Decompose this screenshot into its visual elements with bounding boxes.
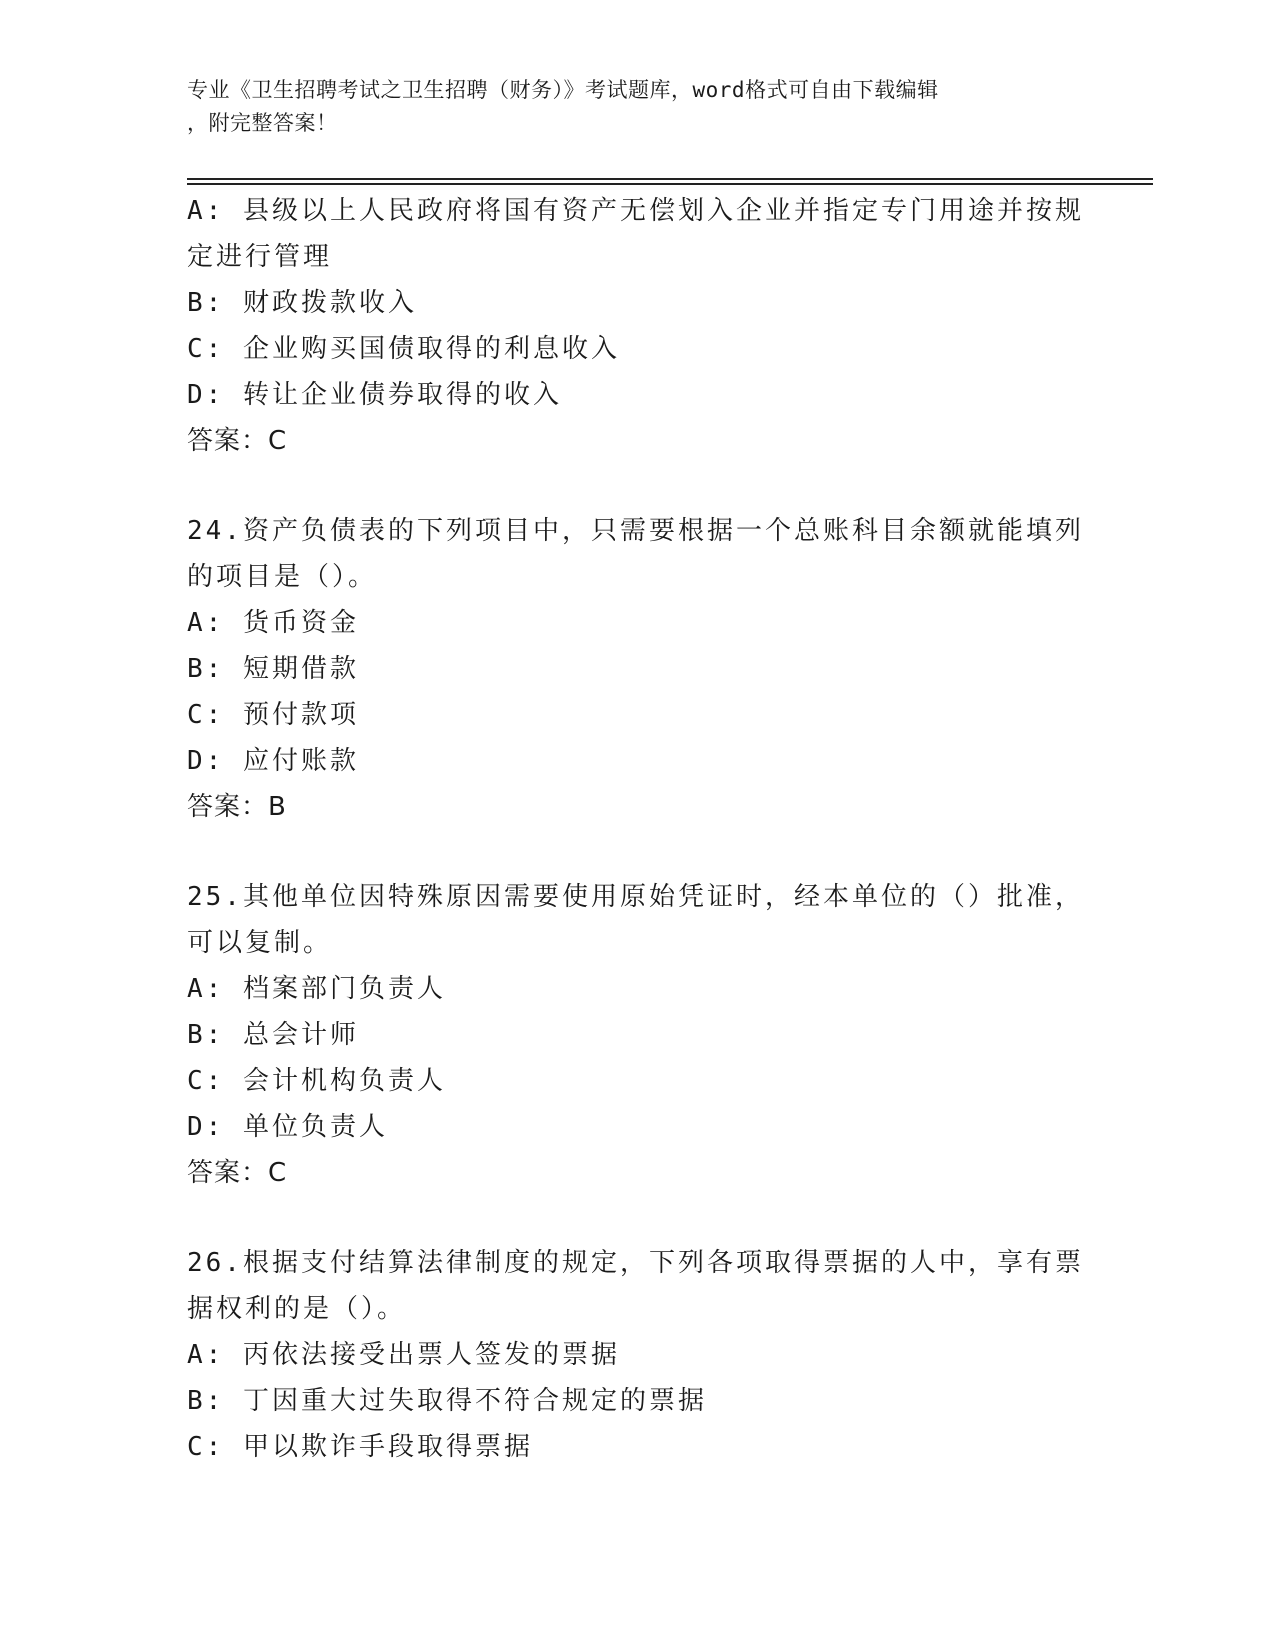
question-25-block <box>187 874 1087 1196</box>
option-d: D: 应付账款 <box>187 746 359 776</box>
option-d: D: 转让企业债券取得的收入 <box>187 380 562 410</box>
option-b: B: 丁因重大过失取得不符合规定的票据 <box>187 1386 707 1416</box>
option-c: C: 会计机构负责人 <box>187 1066 446 1096</box>
option-c: C: 企业购买国债取得的利息收入 <box>187 334 620 364</box>
header-divider-top <box>187 178 1153 180</box>
option-a: A: 档案部门负责人 <box>187 974 446 1004</box>
question-stem: 25.其他单位因特殊原因需要使用原始凭证时，经本单位的（）批准， <box>187 882 1084 912</box>
question-list <box>187 188 1087 1470</box>
option-b: B: 财政拨款收入 <box>187 288 417 318</box>
option-a-continued: 定进行管理 <box>187 242 333 272</box>
question-stem-continued: 可以复制。 <box>187 928 333 958</box>
question-stem: 24.资产负债表的下列项目中，只需要根据一个总账科目余额就能填列 <box>187 516 1084 546</box>
header-divider-bottom <box>187 183 1153 185</box>
question-stem-continued: 的项目是（）。 <box>187 562 378 592</box>
option-a: A: 丙依法接受出票人签发的票据 <box>187 1340 620 1370</box>
answer-line: 答案：C <box>187 426 288 456</box>
answer-line: 答案：C <box>187 1158 288 1188</box>
question-stem-continued: 据权利的是（）。 <box>187 1294 407 1324</box>
question-24-block <box>187 508 1087 830</box>
question-stem: 26.根据支付结算法律制度的规定，下列各项取得票据的人中，享有票 <box>187 1248 1084 1278</box>
header-line-2: ，附完整答案！ <box>187 111 338 135</box>
option-c: C: 预付款项 <box>187 700 359 730</box>
question-26-block <box>187 1240 1087 1470</box>
question-23-block <box>187 188 1087 464</box>
option-a: A: 货币资金 <box>187 608 359 638</box>
answer-line: 答案：B <box>187 792 287 822</box>
document-header <box>187 74 1067 140</box>
header-line-1: 专业《卫生招聘考试之卫生招聘（财务）》考试题库，word格式可自由下载编辑 <box>187 78 939 102</box>
option-d: D: 单位负责人 <box>187 1112 388 1142</box>
option-c: C: 甲以欺诈手段取得票据 <box>187 1432 533 1462</box>
option-a: A: 县级以上人民政府将国有资产无偿划入企业并指定专门用途并按规 <box>187 196 1084 226</box>
option-b: B: 短期借款 <box>187 654 359 684</box>
option-b: B: 总会计师 <box>187 1020 359 1050</box>
